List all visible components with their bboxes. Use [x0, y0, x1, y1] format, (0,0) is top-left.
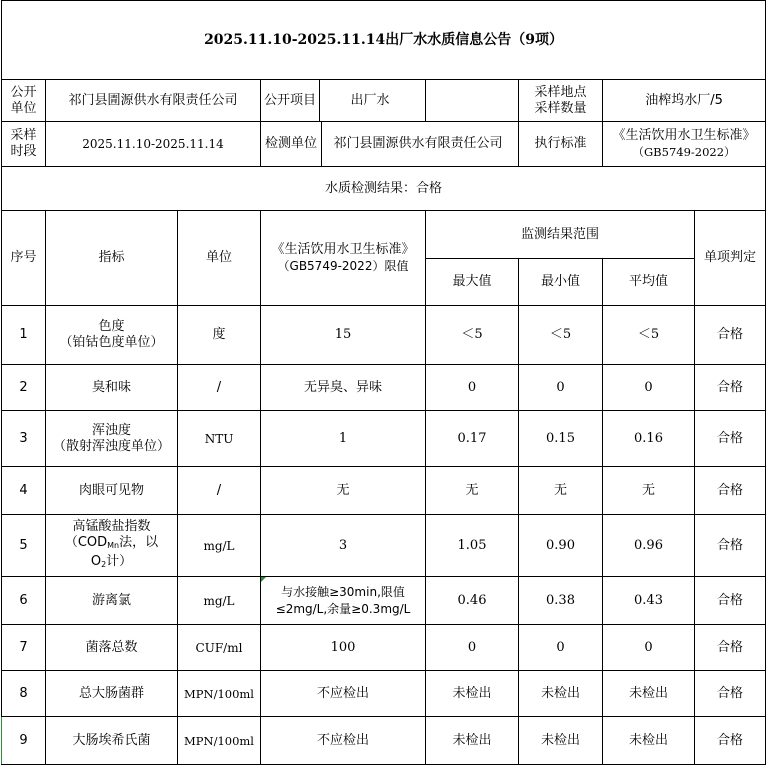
row-no: 6: [2, 577, 46, 625]
row-unit: MPN/100ml: [178, 671, 261, 717]
sampling-label: [519, 80, 603, 122]
row-indicator-calc: 计）: [106, 553, 133, 569]
public-item-label: 公开项目: [261, 80, 320, 121]
row-avg: 0.16: [603, 411, 695, 467]
row-indicator-2-sub: 2: [101, 559, 107, 569]
table-row: [2, 515, 766, 577]
row-indicator-line2: （散射浑浊度单位）: [52, 438, 170, 454]
header-limit-line1: 《生活饮用水卫生标准》: [271, 242, 415, 257]
result-summary: 水质检测结果：合格: [2, 167, 766, 211]
table-row: [2, 411, 766, 467]
public-unit-label-line2: 单位: [10, 100, 37, 116]
row-indicator: 菌落总数: [46, 625, 178, 671]
period-label: [2, 122, 46, 167]
sampling-label-line1: 采样地点: [534, 84, 587, 100]
header-limit-line2: （GB5749-2022）限值: [277, 259, 409, 273]
row-limit: 无: [261, 467, 426, 515]
row-verdict: 合格: [695, 671, 766, 717]
row-min: 0.38: [519, 577, 603, 625]
period-label-line2: 时段: [10, 144, 37, 159]
row-indicator-cod: （COD: [64, 534, 108, 550]
row-indicator-line1: 浑浊度: [91, 422, 131, 438]
row-unit: MPN/100ml: [178, 717, 261, 765]
row-indicator-mn-sub: Mn: [107, 540, 120, 550]
row-limit: 100: [261, 625, 426, 671]
row-verdict: 合格: [695, 365, 766, 411]
test-unit-label: 检测单位: [261, 122, 322, 166]
public-item-cell: [261, 80, 426, 122]
row-min: 未检出: [519, 717, 603, 765]
row-unit: mg/L: [178, 515, 261, 577]
row-max: 0.46: [426, 577, 519, 625]
row-verdict: 合格: [695, 577, 766, 625]
row-avg: 0: [603, 625, 695, 671]
row-max: 未检出: [426, 671, 519, 717]
test-unit-value: 祁门县圊源供水有限责任公司: [333, 136, 503, 151]
public-unit-label-line1: 公开: [10, 84, 37, 100]
row-unit: /: [178, 365, 261, 411]
row-avg: 0.43: [603, 577, 695, 625]
row-avg: 未检出: [603, 717, 695, 765]
row-avg: 未检出: [603, 671, 695, 717]
row-max: ＜5: [426, 306, 519, 365]
row-limit: 无异臭、异味: [261, 365, 426, 411]
row-max: 0: [426, 625, 519, 671]
row-limit: 15: [261, 306, 426, 365]
water-quality-table: [1, 0, 766, 765]
header-avg: 平均值: [603, 259, 695, 306]
row-limit: 不应检出: [261, 717, 426, 765]
row-indicator-o: O: [90, 553, 102, 569]
row-avg: ＜5: [603, 306, 695, 365]
row-avg: 无: [603, 467, 695, 515]
row-limit: 与水接触≥30min,限值≤2mg/L,余量≥0.3mg/L: [261, 577, 426, 625]
row-unit: CUF/ml: [178, 625, 261, 671]
row-verdict: 合格: [695, 515, 766, 577]
row-indicator-line1: 色度: [98, 319, 125, 334]
table-row: [2, 306, 766, 365]
row-max: 无: [426, 467, 519, 515]
row-no: 1: [2, 306, 46, 365]
header-indicator: 指标: [46, 211, 178, 306]
header-max: 最大值: [426, 259, 519, 306]
header-range: 监测结果范围: [426, 211, 695, 259]
row-limit: 不应检出: [261, 671, 426, 717]
row-min: 0: [519, 365, 603, 411]
row-no: 9: [2, 717, 46, 765]
row-unit: mg/L: [178, 577, 261, 625]
public-unit-value: 祁门县圊源供水有限责任公司: [46, 80, 261, 122]
row-indicator-line2: （铂钴色度单位）: [59, 335, 164, 350]
row-max: 未检出: [426, 717, 519, 765]
row-indicator: [46, 306, 178, 365]
table-row: [2, 671, 766, 717]
header-min: 最小值: [519, 259, 603, 306]
standard-value: [603, 122, 766, 167]
table-row: [2, 717, 766, 765]
period-value: 2025.11.10-2025.11.14: [46, 122, 261, 167]
page-title: 2025.11.10-2025.11.14出厂水水质信息公告（9项）: [2, 1, 766, 80]
row-verdict: 合格: [695, 717, 766, 765]
row-max: 0.17: [426, 411, 519, 467]
standard-value-line1: 《生活饮用水卫生标准》: [612, 128, 756, 143]
row-limit: 3: [261, 515, 426, 577]
row-max: 0: [426, 365, 519, 411]
row-indicator-line3: [48, 554, 175, 573]
row-min: 0.90: [519, 515, 603, 577]
row-verdict: 合格: [695, 411, 766, 467]
row-verdict: 合格: [695, 306, 766, 365]
sampling-value: 油榨坞水厂/5: [603, 80, 766, 122]
row-min: 0.15: [519, 411, 603, 467]
row-no: 4: [2, 467, 46, 515]
row-no: 2: [2, 365, 46, 411]
sampling-label-line2: 采样数量: [534, 100, 587, 116]
row-indicator: 臭和味: [46, 365, 178, 411]
row-max: 1.05: [426, 515, 519, 577]
row-indicator: [46, 515, 178, 577]
row-indicator: [46, 411, 178, 467]
row-indicator-line1: 高锰酸盐指数: [72, 518, 151, 534]
standard-label: 执行标准: [519, 122, 603, 167]
row-avg: 0.96: [603, 515, 695, 577]
table-row: [2, 467, 766, 515]
header-unit: 单位: [178, 211, 261, 306]
public-item-value: 出厂水: [350, 93, 390, 108]
row-indicator: 肉眼可见物: [46, 467, 178, 515]
standard-value-line2: （GB5749-2022）: [632, 145, 736, 159]
row-avg: 0: [603, 365, 695, 411]
row-min: 无: [519, 467, 603, 515]
row-min: 0: [519, 625, 603, 671]
row-limit: 1: [261, 411, 426, 467]
row-no: 5: [2, 515, 46, 577]
header-verdict: 单项判定: [695, 211, 766, 306]
row-no: 7: [2, 625, 46, 671]
row-no: 3: [2, 411, 46, 467]
header-no: 序号: [2, 211, 46, 306]
row-unit: NTU: [178, 411, 261, 467]
table-row: [2, 365, 766, 411]
row-indicator-method: 法，以: [119, 534, 159, 550]
test-unit-cell: [261, 122, 519, 167]
public-item-spacer: [426, 80, 519, 122]
table-row: [2, 577, 766, 625]
row-no: 8: [2, 671, 46, 717]
row-verdict: 合格: [695, 467, 766, 515]
row-min: 未检出: [519, 671, 603, 717]
row-unit: 度: [178, 306, 261, 365]
table-row: [2, 625, 766, 671]
period-label-line1: 采样: [10, 128, 37, 143]
row-indicator: 游离氯: [46, 577, 178, 625]
row-min: ＜5: [519, 306, 603, 365]
header-limit: [261, 211, 426, 306]
row-indicator: 大肠埃希氏菌: [46, 717, 178, 765]
public-unit-label: [2, 80, 46, 122]
row-indicator: 总大肠菌群: [46, 671, 178, 717]
row-unit: /: [178, 467, 261, 515]
row-verdict: 合格: [695, 625, 766, 671]
row-indicator-line2: [48, 535, 175, 554]
